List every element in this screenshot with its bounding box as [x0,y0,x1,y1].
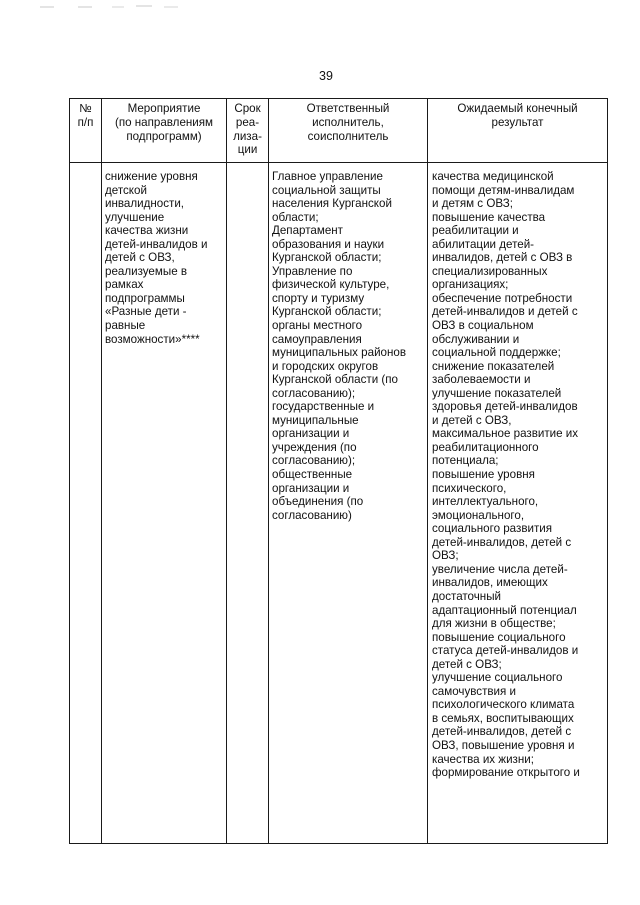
text-line: ОВЗ в социальном [432,319,534,333]
text-line: реабилитации и [432,224,519,238]
text-line: реа- [235,115,260,129]
text-line: муниципальные [272,413,359,427]
text-line: муниципальных районов [272,346,407,360]
program-table [69,98,608,844]
text-line: Курганской области; [272,251,382,265]
text-line: повышение качества [432,210,546,224]
text-line: Курганской области; [272,305,382,319]
text-line: инвалидов, детей с ОВЗ в [432,251,573,265]
text-line: детей-инвалидов и детей с [432,305,578,319]
table-header-row [70,99,608,163]
text-line: ОВЗ; [432,549,459,563]
text-line: качества жизни [105,224,189,238]
text-line: улучшение показателей [432,386,562,400]
header-responsible-lines [269,102,427,143]
text-line: интеллектуального, [432,495,539,509]
text-line: психологического климата [432,698,575,712]
text-line: ОВЗ, повышение уровня и [432,738,575,752]
text-line: Департамент [272,224,343,238]
table-row [70,163,608,844]
cell-responsible [269,163,428,844]
text-line: и детей с ОВЗ, [432,413,512,427]
text-line: физической культуре, [272,278,390,292]
text-line: улучшение социального [432,671,563,685]
header-result [428,99,608,163]
text-line: формирование открытого и [432,766,580,780]
text-line: максимальное развитие их [432,427,579,441]
text-line: Ответственный [306,102,390,115]
text-line: организациях; [432,278,509,292]
text-line: органы местного [272,319,363,333]
header-result-lines [428,102,607,130]
result-text [432,170,605,780]
text-line: исполнитель, [312,115,384,129]
cell-number [70,163,102,844]
text-line: инвалидов, имеющих [432,576,548,590]
text-line: социальной защиты [272,183,381,197]
text-line: социальной поддержке; [432,346,561,360]
text-line: психического, [432,481,507,495]
text-line: адаптационный потенциал [432,603,577,617]
text-line: Управление по [272,264,353,278]
text-line: организации и [272,481,350,495]
cell-measure [102,163,227,844]
text-line: соисполнитель [307,129,389,143]
text-line: детей-инвалидов, детей с [432,535,572,549]
text-line: согласованию); [272,454,356,468]
text-line: спорту и туризму [272,291,365,305]
text-line: «Разные дети - [105,305,187,319]
header-responsible [269,99,428,163]
text-line: детской [105,183,147,197]
text-line: и детям с ОВЗ; [432,197,513,211]
text-line: организации и [272,427,350,441]
text-line: реабилитационного [432,440,539,454]
text-line: детей с ОВЗ; [432,657,502,671]
text-line: качества их жизни; [432,752,534,766]
header-measure [102,99,227,163]
text-line: детей с ОВЗ, [105,251,175,265]
text-line: социального развития [432,522,553,536]
text-line: специализированных [432,264,548,278]
text-line: возможности»**** [105,332,200,346]
text-line: повышение уровня [432,468,535,482]
text-line: лиза- [233,129,262,143]
text-line: образования и науки [272,237,385,251]
text-line: подпрограммы [105,291,185,305]
header-number-lines [70,102,101,130]
text-line: детей-инвалидов и [105,237,208,251]
header-term-lines [227,102,268,157]
text-line: самоуправления [272,332,362,346]
text-line: (по направлениям [114,115,214,129]
text-line: Главное управление [272,170,383,183]
text-line: качества медицинской [432,170,554,183]
scan-artifact-marks [40,2,180,10]
text-line: государственные и [272,400,375,414]
text-line: детей-инвалидов, детей с [432,725,572,739]
text-line: Ожидаемый конечный [457,102,578,115]
text-line: и городских округов [272,359,379,373]
cell-result [428,163,608,844]
text-line: области; [272,210,319,224]
text-line: улучшение [105,210,165,224]
header-number [70,99,102,163]
text-line: Мероприятие [127,102,201,115]
header-term [227,99,269,163]
text-line: помощи детям-инвалидам [432,183,575,197]
text-line: № [79,102,92,115]
text-line: увеличение числа детей- [432,562,568,576]
text-line: снижение уровня [105,170,198,183]
text-line: для жизни в обществе; [432,617,556,631]
text-line: в семьях, воспитывающих [432,711,574,725]
text-line: общественные [272,468,353,482]
responsible-text [272,170,425,522]
text-line: абилитации детей- [432,237,535,251]
text-line: статуса детей-инвалидов и [432,644,579,658]
text-line: заболеваемости и [432,373,531,387]
text-line: реализуемые в [105,264,188,278]
text-line: инвалидности, [105,197,185,211]
text-line: согласованию); [272,386,356,400]
text-line: результат [491,115,544,129]
measure-text [105,170,224,346]
text-line: п/п [77,115,94,129]
text-line: учреждения (по [272,440,357,454]
header-measure-lines [102,102,226,143]
text-line: подпрограмм) [126,129,202,143]
text-line: Срок [234,102,261,115]
cell-term [227,163,269,844]
text-line: рамках [105,278,144,292]
text-line: потенциала; [432,454,499,468]
text-line: равные [105,319,146,333]
text-line: населения Курганской [272,197,392,211]
text-line: Курганской области (по [272,373,399,387]
text-line: повышение социального [432,630,566,644]
page-number: 39 [319,69,333,83]
text-line: достаточный [432,589,502,603]
text-line: объединения (по [272,495,364,509]
text-line: здоровья детей-инвалидов [432,400,578,414]
text-line: самочувствия и [432,684,516,698]
text-line: обслуживании и [432,332,520,346]
text-line: обеспечение потребности [432,291,573,305]
text-line: согласованию) [272,508,352,522]
text-line: ции [237,143,258,157]
text-line: эмоционального, [432,508,525,522]
text-line: снижение показателей [432,359,555,373]
